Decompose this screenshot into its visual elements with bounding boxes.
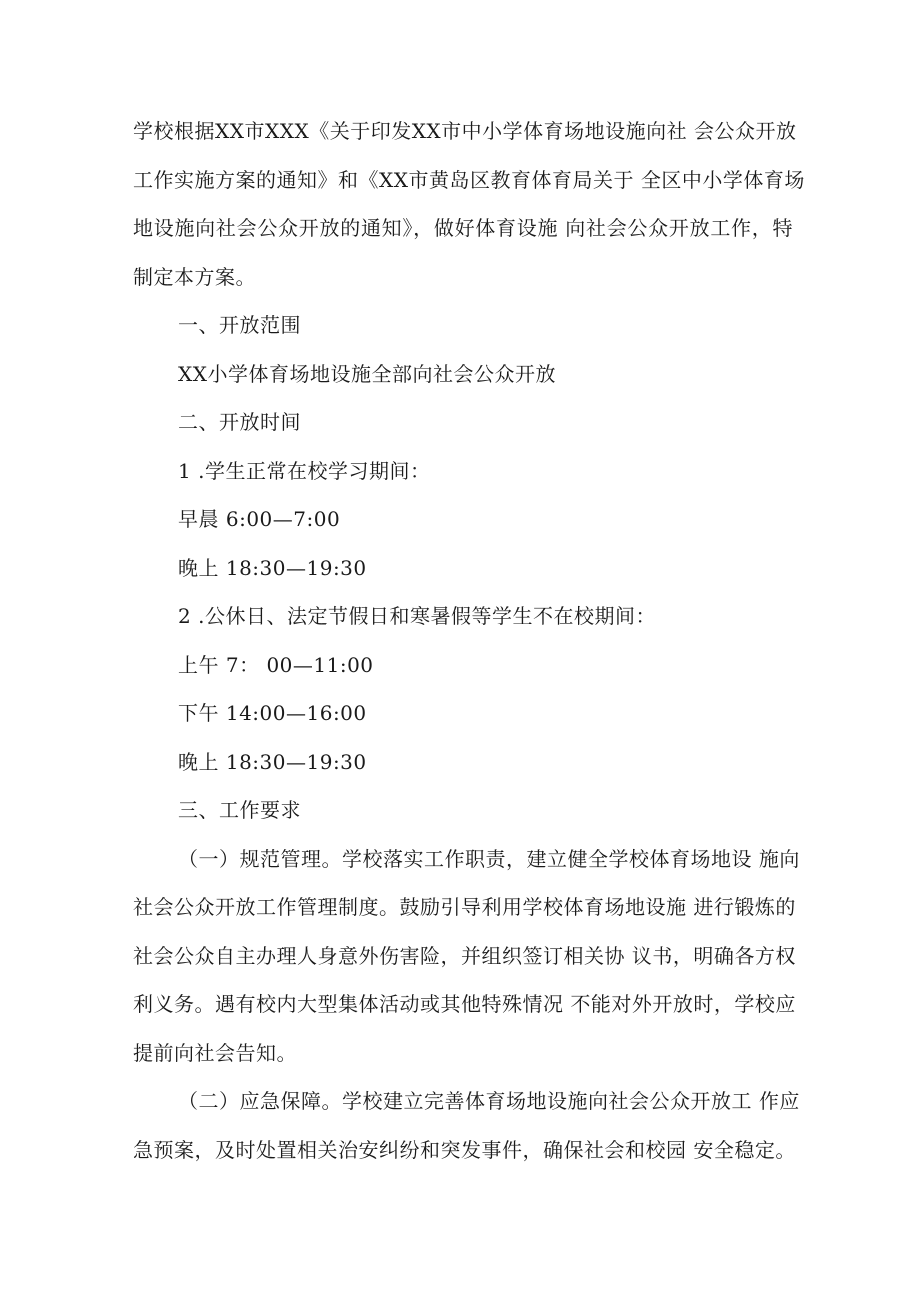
req1-line-3: 社会公众自主办理人身意外伤害险，并组织签订相关协 议书，明确各方权 [133, 944, 796, 968]
intro-line-2: 工作实施方案的通知》和《XX市黄岛区教育体育局关于 全区中小学体育场 [133, 168, 805, 192]
item-heading-school-term: 1 .学生正常在校学习期间： [178, 459, 431, 483]
req2-line-1: （二）应急保障。学校建立完善体育场地设施向社会公众开放工 作应 [178, 1089, 800, 1113]
section-heading-time: 二、开放时间 [178, 410, 301, 434]
intro-line-3: 地设施向社会公众开放的通知》，做好体育设施 向社会公众开放工作，特 [133, 216, 793, 240]
time-holiday-evening: 晚上 18:30—19:30 [178, 750, 367, 774]
section-heading-scope: 一、开放范围 [178, 313, 301, 337]
intro-line-1: 学校根据XX市XXX《关于印发XX市中小学体育场地设施向社 会公众开放 [133, 119, 797, 143]
req2-line-2: 急预案，及时处置相关治安纠纷和突发事件，确保社会和校园 安全稳定。 [133, 1138, 796, 1162]
time-pm: 下午 14:00—16:00 [178, 701, 367, 725]
req1-line-4: 利义务。遇有校内大型集体活动或其他特殊情况 不能对外开放时，学校应 [133, 992, 796, 1016]
time-am: 上午 7： 00—11:00 [178, 653, 374, 677]
req1-line-5: 提前向社会告知。 [133, 1041, 297, 1065]
intro-line-4: 制定本方案。 [133, 265, 256, 289]
section-heading-requirements: 三、工作要求 [178, 798, 301, 822]
req1-line-2: 社会公众开放工作管理制度。鼓励引导利用学校体育场地设施 进行锻炼的 [133, 895, 796, 919]
time-evening: 晚上 18:30—19:30 [178, 556, 367, 580]
section-text-scope: XX小学体育场地设施全部向社会公众开放 [178, 362, 556, 386]
item-heading-holiday: 2 .公休日、法定节假日和寒暑假等学生不在校期间： [178, 604, 656, 628]
time-morning: 早晨 6:00—7:00 [178, 507, 341, 531]
req1-line-1: （一）规范管理。学校落实工作职责，建立健全学校体育场地设 施向 [178, 847, 800, 871]
